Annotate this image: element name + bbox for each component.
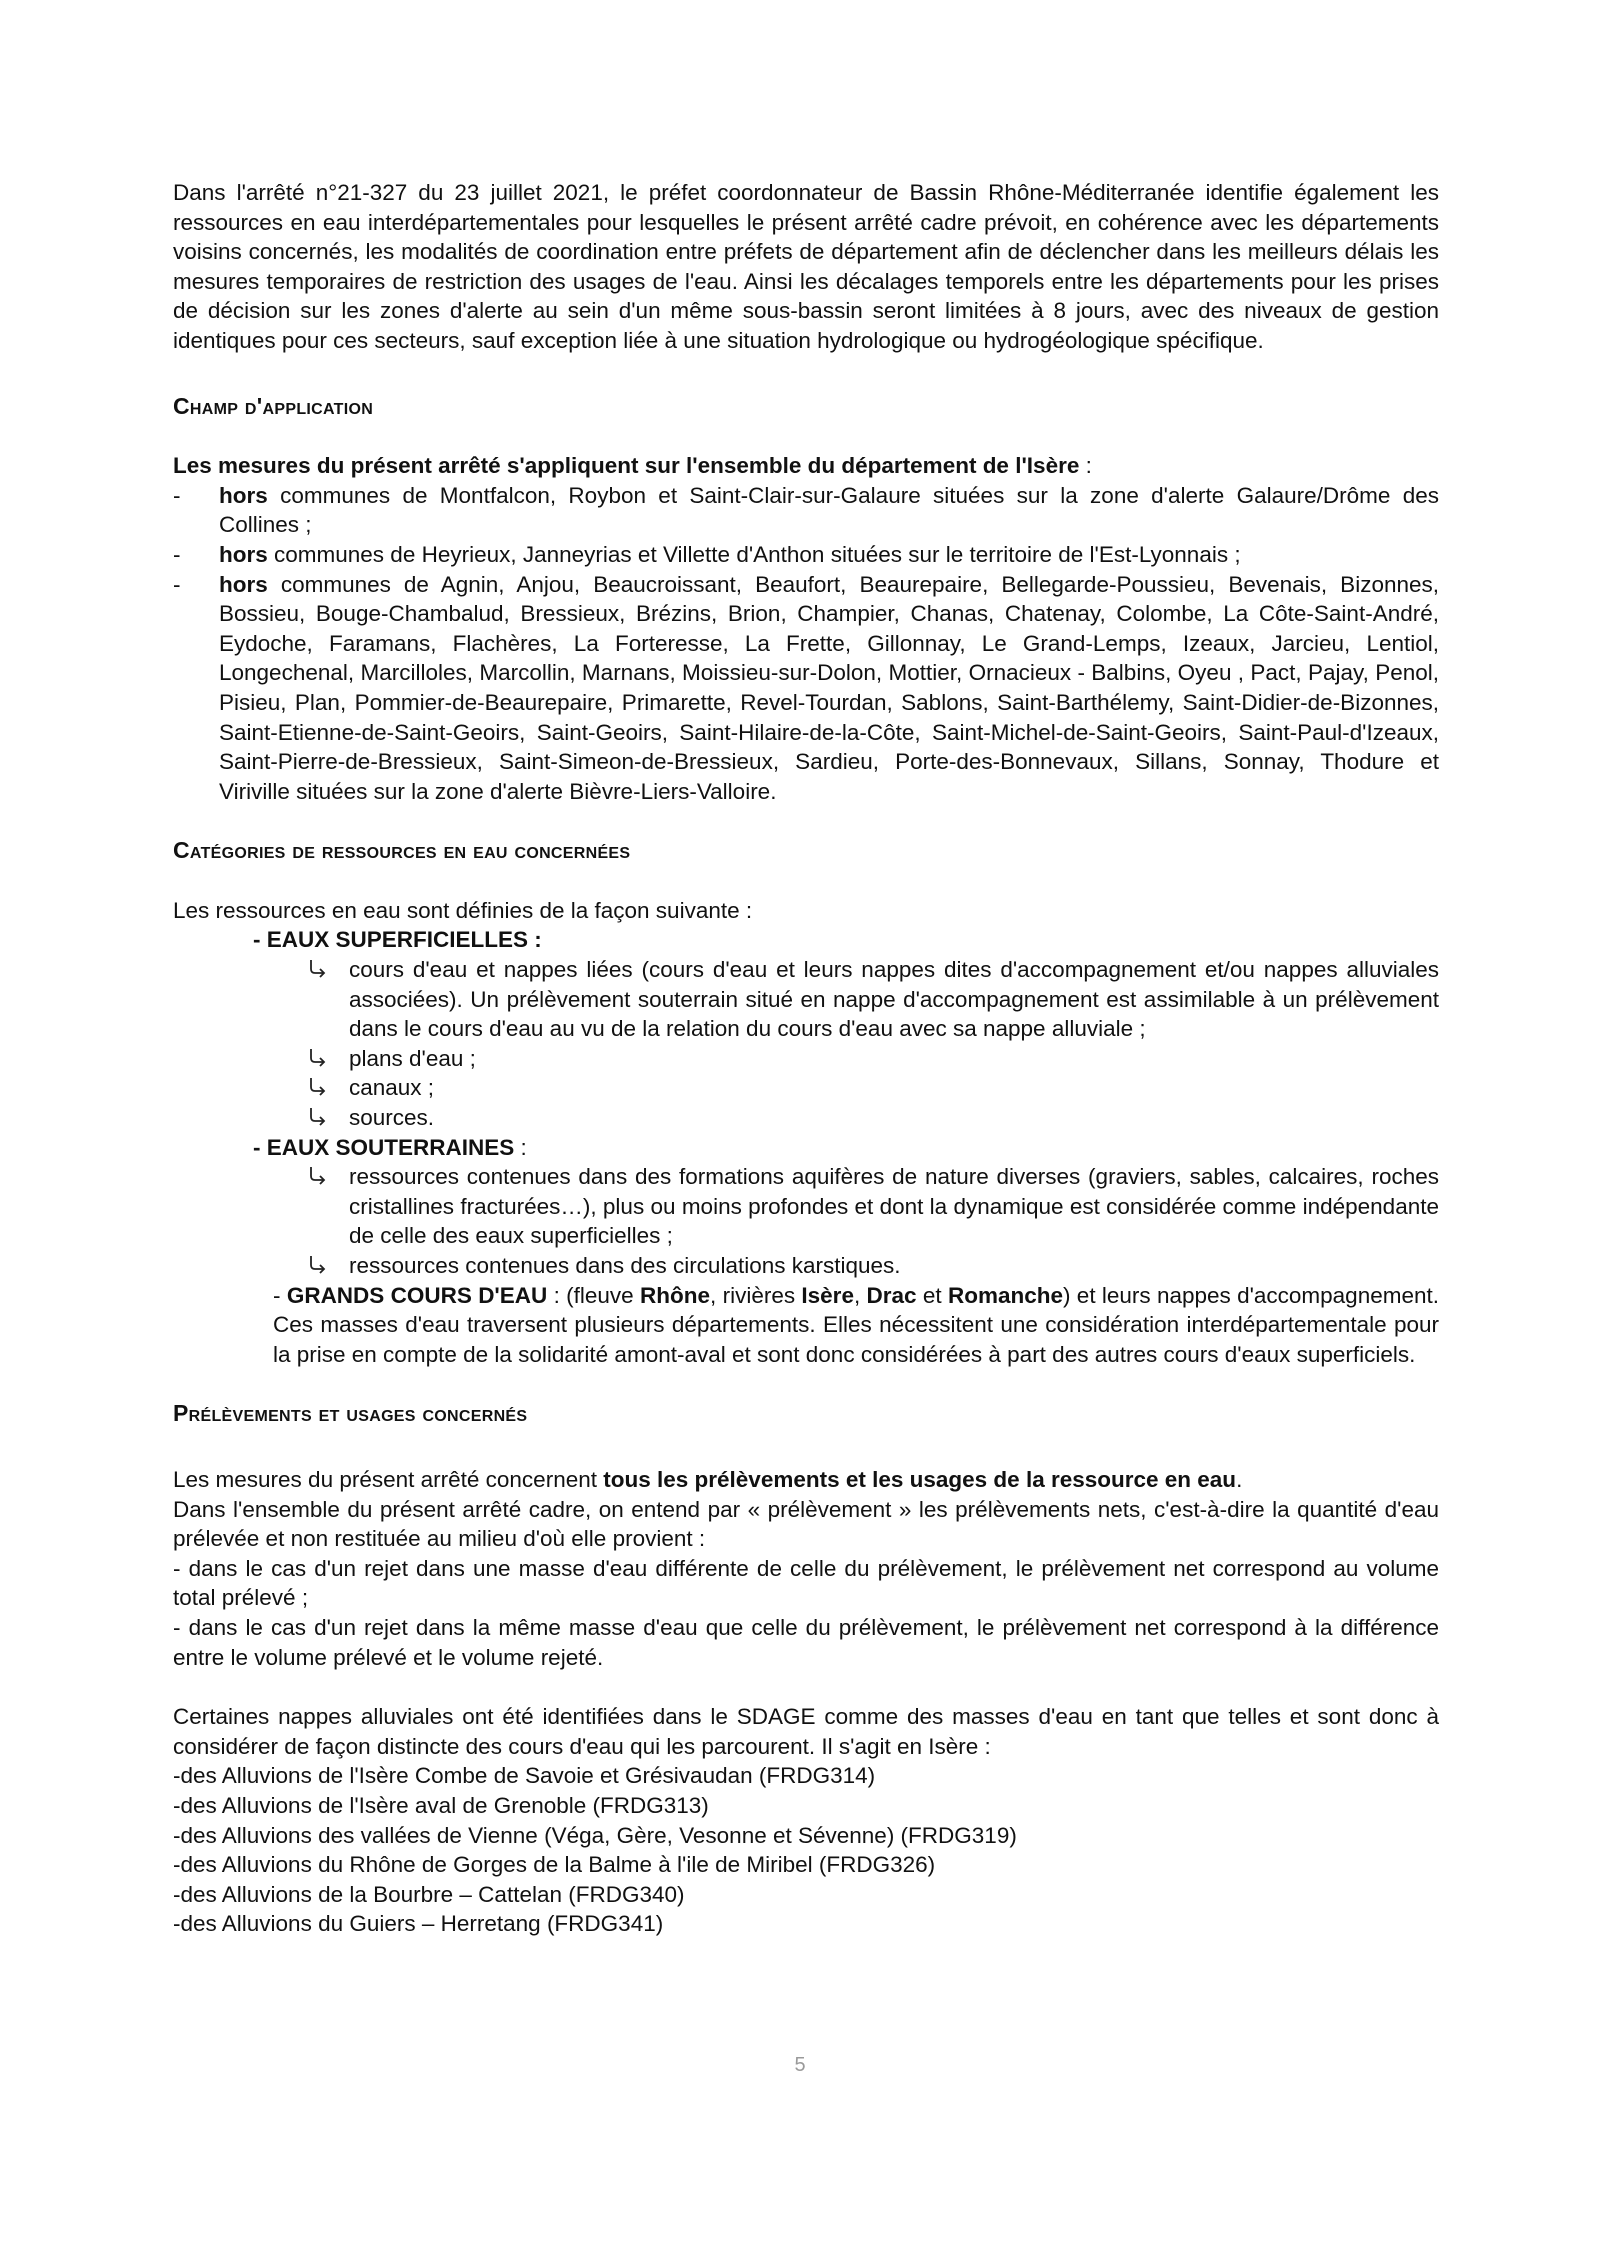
grands-prefix: -	[273, 1282, 287, 1308]
champ-lead-rest: :	[1079, 453, 1092, 479]
hors-label: hors	[219, 482, 268, 508]
dash-marker: -	[173, 482, 181, 508]
category-title	[253, 1133, 1439, 1163]
souterraines-list	[253, 1162, 1439, 1280]
dash-marker: -	[173, 571, 181, 597]
champ-lead	[173, 451, 1439, 481]
superficielles-list	[253, 955, 1439, 1133]
nappe-item: -des Alluvions du Rhône de Gorges de la Balme à l'ile de Miribel (FRDG326)	[173, 1852, 936, 1878]
curved-right-arrow-icon	[307, 1165, 329, 1187]
list-item-text: sources.	[349, 1105, 435, 1131]
category-souterraines	[173, 1133, 1439, 1281]
list-item-text: ressources contenues dans des formations aquifères de nature diverses (graviers, sables, calcaires, roches cristallines fracturées…), plus ou moins profondes et dont la dynamique est considérée comme indépendante de celle des eaux superficielles ;	[349, 1164, 1439, 1249]
prelevements-p4: - dans le cas d'un rejet dans la même masse d'eau que celle du prélèvement, le prélèvement net correspond à la différence entre le volume prélevé et le volume rejeté.	[173, 1614, 1439, 1670]
champ-exclusion-list	[173, 481, 1439, 807]
curved-right-arrow-icon	[307, 1076, 329, 1098]
category-title-rest: :	[514, 1134, 527, 1160]
prelevements-p3: - dans le cas d'un rejet dans une masse d'eau différente de celle du prélèvement, le prélèvement net correspond au volume total prélevé ;	[173, 1555, 1439, 1611]
list-item-text: canaux ;	[349, 1075, 435, 1101]
curved-right-arrow-icon	[307, 1047, 329, 1069]
grands-text-2: , rivières	[710, 1282, 802, 1308]
river-romanche: Romanche	[947, 1282, 1063, 1308]
list-item	[303, 1044, 1439, 1074]
prelevements-p5: Certaines nappes alluviales ont été identifiées dans le SDAGE comme des masses d'eau en tant que telles et sont donc à considérer de façon distincte des cours d'eau qui les parcourent. Il s'agit en Isère :	[173, 1704, 1439, 1759]
list-item	[303, 1073, 1439, 1103]
prelevements-p1	[173, 1465, 1439, 1495]
list-item-text: plans d'eau ;	[349, 1045, 476, 1071]
list-item-text: communes de Heyrieux, Janneyrias et Villette d'Anthon situées sur le territoire de l'Est-Lyonnais ;	[267, 541, 1241, 567]
category-title-bold: - EAUX SOUTERRAINES	[253, 1134, 515, 1160]
nappe-item: -des Alluvions des vallées de Vienne (Véga, Gère, Vesonne et Sévenne) (FRDG319)	[173, 1822, 1017, 1848]
river-isere: Isère	[801, 1282, 854, 1308]
page-number: 5	[794, 2054, 806, 2076]
hors-label: hors	[219, 571, 268, 597]
section-heading-categories: Catégories de ressources en eau concernées	[173, 837, 631, 864]
list-item	[173, 540, 1439, 570]
grands-text-4: et	[916, 1282, 948, 1308]
list-item	[173, 570, 1439, 807]
list-item	[303, 1251, 1439, 1281]
categories-intro: Les ressources en eau sont définies de la façon suivante :	[173, 897, 753, 923]
intro-paragraph: Dans l'arrêté n°21-327 du 23 juillet 2021, le préfet coordonnateur de Bassin Rhône-Méditerranée identifie également les ressources en eau interdépartementales pour lesquelles le présent arrêté cadre prévoit, en cohérence avec les départements voisins concernés, les modalités de coordination entre préfets de département afin de déclencher dans les meilleurs délais les mesures temporaires de restriction des usages de l'eau. Ainsi les décalages temporels entre les départements pour les prises de décision sur les zones d'alerte au sein d'un même sous-bassin seront limitées à 8 jours, avec des niveaux de gestion identiques pour ces secteurs, sauf exception liée à une situation hydrologique ou hydrogéologique spécifique.	[173, 180, 1439, 353]
champ-lead-bold: Les mesures du présent arrêté s'appliquent sur l'ensemble du département de l'Isère	[173, 453, 1080, 479]
grands-text-5: ) et leurs nappes d'accompagnement. Ces masses d'eau traversent plusieurs départements. Elles nécessitent une considération interdépartementale pour la prise en compte de la solidarité amont-aval et sont donc considérées à part des autres cours d'eaux superficiels.	[273, 1282, 1439, 1367]
document-page	[173, 178, 1439, 1939]
p1-start: Les mesures du présent arrêté concernent	[173, 1466, 604, 1492]
grands-text-1: : (fleuve	[547, 1282, 641, 1308]
nappe-item: -des Alluvions de la Bourbre – Cattelan (FRDG340)	[173, 1881, 685, 1907]
list-item	[173, 481, 1439, 540]
p1-end: .	[1236, 1466, 1243, 1492]
curved-right-arrow-icon	[307, 958, 329, 980]
hors-label: hors	[219, 541, 268, 567]
river-rhone: Rhône	[640, 1282, 711, 1308]
category-title: - EAUX SUPERFICIELLES :	[253, 927, 542, 953]
list-item	[303, 1162, 1439, 1251]
prelevements-p2: Dans l'ensemble du présent arrêté cadre, on entend par « prélèvement » les prélèvements nets, c'est-à-dire la quantité d'eau prélevée et non restituée au milieu d'où elle provient :	[173, 1496, 1439, 1552]
grands-text-3: ,	[853, 1282, 867, 1308]
list-item-text: ressources contenues dans des circulations karstiques.	[349, 1253, 901, 1278]
dash-marker: -	[173, 541, 181, 567]
curved-right-arrow-icon	[307, 1254, 329, 1276]
section-heading-champ: Champ d'application	[173, 392, 374, 419]
list-item	[303, 1103, 1439, 1133]
section-heading-prelevements: Prélèvements et usages concernés	[173, 1400, 528, 1427]
river-drac: Drac	[866, 1282, 917, 1308]
list-item-text: communes de Agnin, Anjou, Beaucroissant, Beaufort, Beaurepaire, Bellegarde-Poussieu, Bevenais, Bizonnes, Bossieu, Bouge-Chambalud, Bressieux, Brézins, Brion, Champier, Chanas, Chatenay, Colombe, La Côte-Saint-André, Eydoche, Faramans, Flachères, La Forteresse, La Frette, Gillonnay, Le Grand-Lemps, Izeaux, Jarcieu, Lentiol, Longechenal, Marcilloles, Marcollin, Marnans, Moissieu-sur-Dolon, Mottier, Ornacieux - Balbins, Oyeu , Pact, Pajay, Penol, Pisieu, Plan, Pommier-de-Beaurepaire, Primarette, Revel-Tourdan, Sablons, Saint-Barthélemy, Saint-Didier-de-Bizonnes, Saint-Etienne-de-Saint-Geoirs, Saint-Geoirs, Saint-Hilaire-de-la-Côte, Saint-Michel-de-Saint-Geoirs, Saint-Paul-d'Izeaux, Saint-Pierre-de-Bressieux, Saint-Simeon-de-Bressieux, Sardieu, Porte-des-Bonnevaux, Sillans, Sonnay, Thodure et Viriville situées sur la zone d'alerte Bièvre-Liers-Valloire.	[219, 571, 1439, 804]
category-grands-cours-eau	[173, 1281, 1439, 1370]
p1-bold: tous les prélèvements et les usages de la ressource en eau	[603, 1466, 1237, 1492]
list-item-text: cours d'eau et nappes liées (cours d'eau et leurs nappes dites d'accompagnement et/ou nappes alluviales associées). Un prélèvement souterrain situé en nappe d'accompagnement est assimilable à un prélèvement dans le cours d'eau au vu de la relation du cours d'eau avec sa nappe alluviale ;	[349, 957, 1439, 1042]
list-item	[303, 955, 1439, 1044]
nappe-item: -des Alluvions de l'Isère aval de Grenoble (FRDG313)	[173, 1792, 709, 1818]
list-item-text: communes de Montfalcon, Roybon et Saint-Clair-sur-Galaure situées sur la zone d'alerte Galaure/Drôme des Collines ;	[219, 482, 1439, 538]
curved-right-arrow-icon	[307, 1106, 329, 1128]
nappe-item: -des Alluvions de l'Isère Combe de Savoie et Grésivaudan (FRDG314)	[173, 1763, 876, 1789]
category-superficielles	[173, 925, 1439, 1132]
grands-title: GRANDS COURS D'EAU	[286, 1282, 548, 1308]
nappe-item: -des Alluvions du Guiers – Herretang (FRDG341)	[173, 1911, 664, 1937]
